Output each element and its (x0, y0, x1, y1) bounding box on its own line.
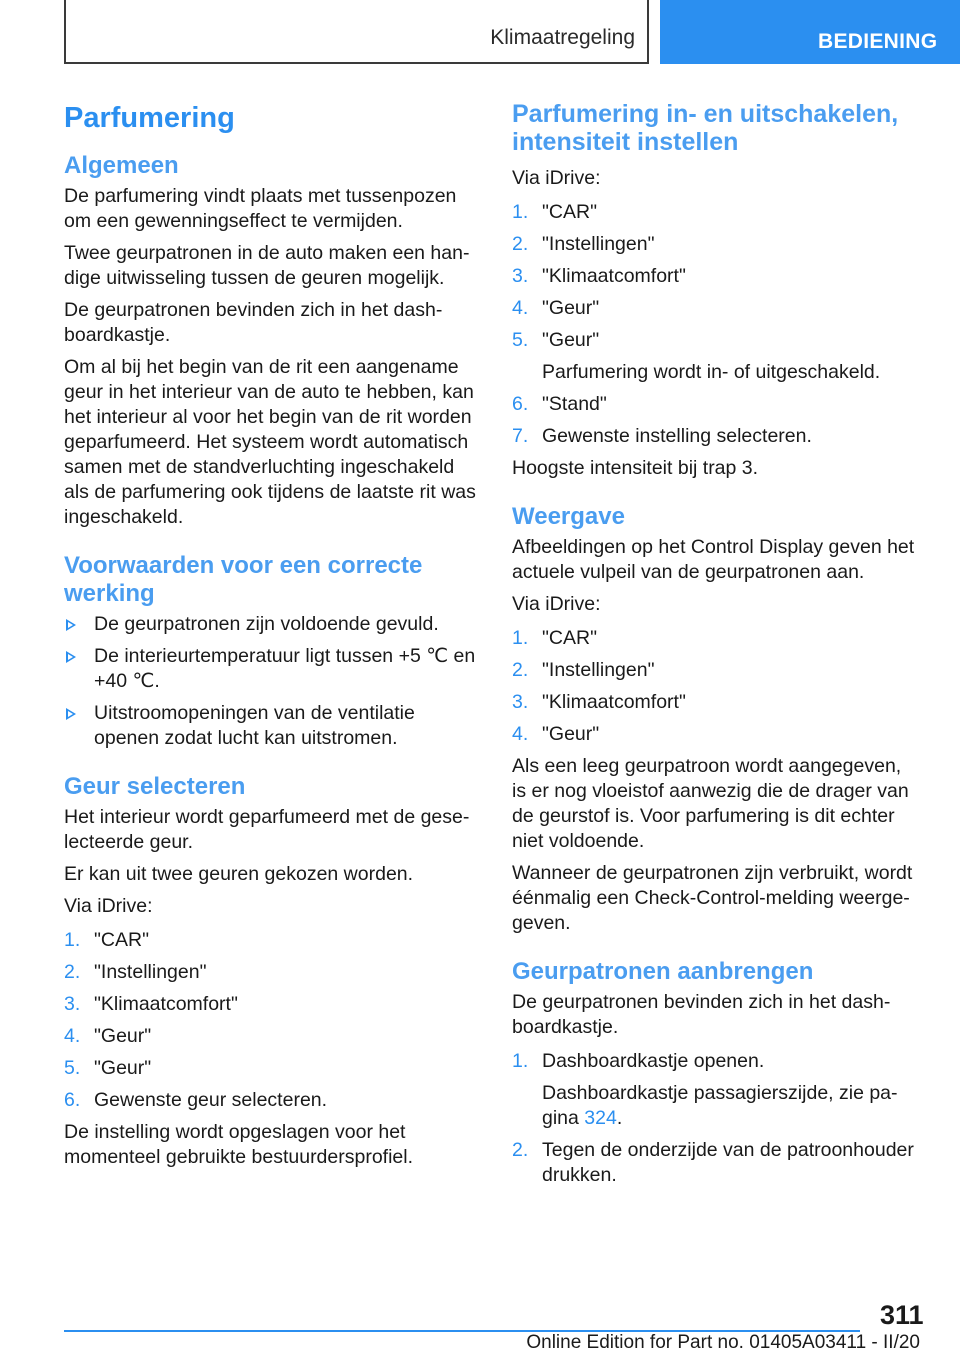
heading-geur-selecteren: Geur selecteren (64, 773, 246, 800)
header-section-box (64, 0, 649, 64)
step-item: 1. "CAR" (512, 627, 598, 649)
steps-list (512, 200, 916, 449)
list-item: De interieurtemperatuur ligt tussen +5 ℃ en +40 ℃. (64, 644, 482, 694)
paragraph: Twee geurpatronen in de auto maken een handige uitwisseling tussen de geuren mogelijk. (64, 242, 470, 289)
step-item: 6. Gewenste geur selecteren. (64, 1089, 328, 1111)
triangle-bullet-icon (66, 651, 76, 663)
page-reference-link[interactable]: 324 (584, 1107, 617, 1129)
step-item: 6. "Stand" (512, 393, 607, 415)
right-column (512, 100, 916, 1195)
paragraph: Om al bij het begin van de rit een aangename geur in het interieur van de auto te hebben, kan het interieur al voor het begin van de rit worden geparfumeerd. Het systeem wordt automatisch samen met de standverluchting ingeschakeld als de parfumering ook tijdens de laatste rit was ingeschakeld. (64, 356, 476, 528)
paragraph: De geurpatronen bevinden zich in het dashboardkastje. (64, 299, 443, 346)
step-item: 1. "CAR" (64, 929, 150, 951)
heading-weergave: Weergave (512, 503, 625, 530)
paragraph: Via iDrive: (512, 593, 601, 615)
list-item: Uitstroomopeningen van de ventilatie openen zodat lucht kan uitstromen. (64, 701, 482, 751)
page-number: 311 (880, 1300, 924, 1330)
heading-voorwaarden: Voorwaarden voor een correcte werking (64, 552, 423, 607)
steps-list (512, 626, 916, 747)
step-item: 4. "Geur" (512, 723, 600, 745)
step-item: 3. "Klimaatcomfort" (512, 265, 686, 287)
paragraph: Hoogste intensiteit bij trap 3. (512, 457, 759, 479)
paragraph: De instelling wordt opgeslagen voor het momenteel gebruikte bestuurdersprofiel. (64, 1121, 414, 1168)
step-item: 4. "Geur" (64, 1025, 152, 1047)
page-title: Parfumering (64, 102, 235, 134)
left-column (64, 100, 482, 1177)
step-item: 2. Tegen de onderzijde van de patroonhouder drukken. (512, 1139, 914, 1186)
paragraph: De geurpatronen bevinden zich in het dashboardkastje. (512, 991, 891, 1038)
header-section-title: Klimaatregeling (490, 26, 635, 49)
header-chapter-tab: BEDIENING (660, 0, 960, 64)
step-item: 5. "Geur" (64, 1057, 152, 1079)
paragraph: Via iDrive: (64, 895, 153, 917)
step-item: 4. "Geur" (512, 297, 600, 319)
heading-in-uitschakelen: Parfumering in- en uitschakelen, intensiteit instellen (512, 100, 899, 156)
step-note: Parfumering wordt in- of uitgeschakeld. (542, 361, 881, 383)
paragraph: Wanneer de geurpatronen zijn verbruikt, wordt éénmalig een Check-Control-melding weergegeven. (512, 862, 913, 934)
footer-edition: Online Edition for Part no. 01405A03411 - II/20 (526, 1332, 920, 1353)
step-item: 7. Gewenste instelling selecteren. (512, 425, 812, 447)
heading-geurpatronen-aanbrengen: Geurpatronen aanbrengen (512, 958, 814, 985)
step-item: 2. "Instellingen" (512, 659, 655, 681)
step-item: 1. "CAR" (512, 201, 598, 223)
steps-list (512, 1049, 916, 1188)
step-item: 1. Dashboardkastje openen. Dashboardkastje passagierszijde, zie pagina 324. (512, 1049, 916, 1131)
heading-algemeen: Algemeen (64, 152, 179, 179)
list-item: De geurpatronen zijn voldoende gevuld. (64, 612, 482, 637)
paragraph: Als een leeg geurpatroon wordt aangegeven, is er nog vloeistof aanwezig die de drager van de geurstof is. Voor parfumering is dit echter niet voldoende. (512, 755, 909, 852)
requirements-list (64, 612, 482, 751)
paragraph: Afbeeldingen op het Control Display geven het actuele vulpeil van de geurpatronen aan. (512, 536, 915, 583)
step-item: 3. "Klimaatcomfort" (512, 691, 686, 713)
triangle-bullet-icon (66, 619, 76, 631)
step-item: 5. "Geur" Parfumering wordt in- of uitgeschakeld. (512, 328, 916, 385)
paragraph: Er kan uit twee geuren gekozen worden. (64, 863, 414, 885)
step-item: 2. "Instellingen" (512, 233, 655, 255)
steps-list (64, 928, 482, 1113)
paragraph: Het interieur wordt geparfumeerd met de geselecteerde geur. (64, 806, 470, 853)
step-item: 3. "Klimaatcomfort" (64, 993, 238, 1015)
step-note: Dashboardkastje passagierszijde, zie pagina 324. (542, 1082, 898, 1129)
paragraph: Via iDrive: (512, 167, 601, 189)
step-item: 2. "Instellingen" (64, 961, 207, 983)
triangle-bullet-icon (66, 708, 76, 720)
paragraph: De parfumering vindt plaats met tussenpozen om een gewenningseffect te vermijden. (64, 185, 457, 232)
